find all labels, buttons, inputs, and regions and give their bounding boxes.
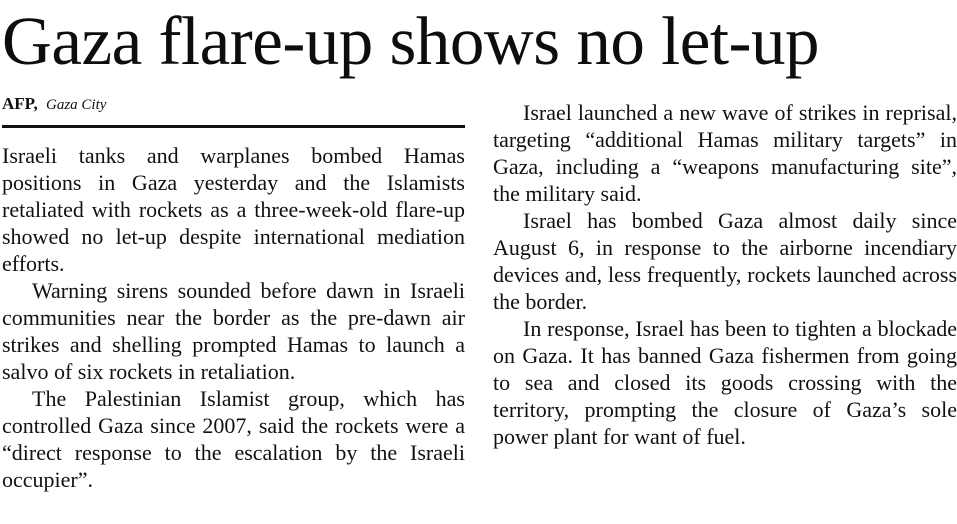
article-column-left (2, 142, 465, 493)
byline-dateline: Gaza City (46, 97, 107, 113)
paragraph: Israel has bombed Gaza almost daily since August 6, in response to the airborne incendiary devices and, less frequently, rockets launched across the border. (493, 208, 957, 314)
byline (2, 92, 106, 117)
byline-agency: AFP, (2, 94, 38, 113)
paragraph: Israeli tanks and warplanes bombed Hamas positions in Gaza yesterday and the Islamists retaliated with rockets as a three-week-old flare-up showed no let-up despite international mediation efforts. (2, 143, 465, 276)
paragraph: Israel launched a new wave of strikes in reprisal, targeting “additional Hamas military targets” in Gaza, including a “weapons manufacturing site”, the military said. (493, 100, 957, 206)
paragraph: The Palestinian Islamist group, which has controlled Gaza since 2007, said the rockets were a “direct response to the escalation by the Israeli occupier”. (2, 386, 465, 492)
paragraph: Warning sirens sounded before dawn in Israeli communities near the border as the pre-dawn air strikes and shelling prompted Hamas to launch a salvo of six rockets in retaliation. (2, 278, 465, 384)
article-headline: Gaza flare-up shows no let-up (2, 3, 820, 79)
article-column-right (493, 99, 957, 450)
byline-rule (2, 125, 465, 128)
paragraph: In response, Israel has been to tighten a blockade on Gaza. It has banned Gaza fishermen from going to sea and closed its goods crossing with the territory, prompting the closure of Gaza’s sole power plant for want of fuel. (493, 316, 957, 449)
